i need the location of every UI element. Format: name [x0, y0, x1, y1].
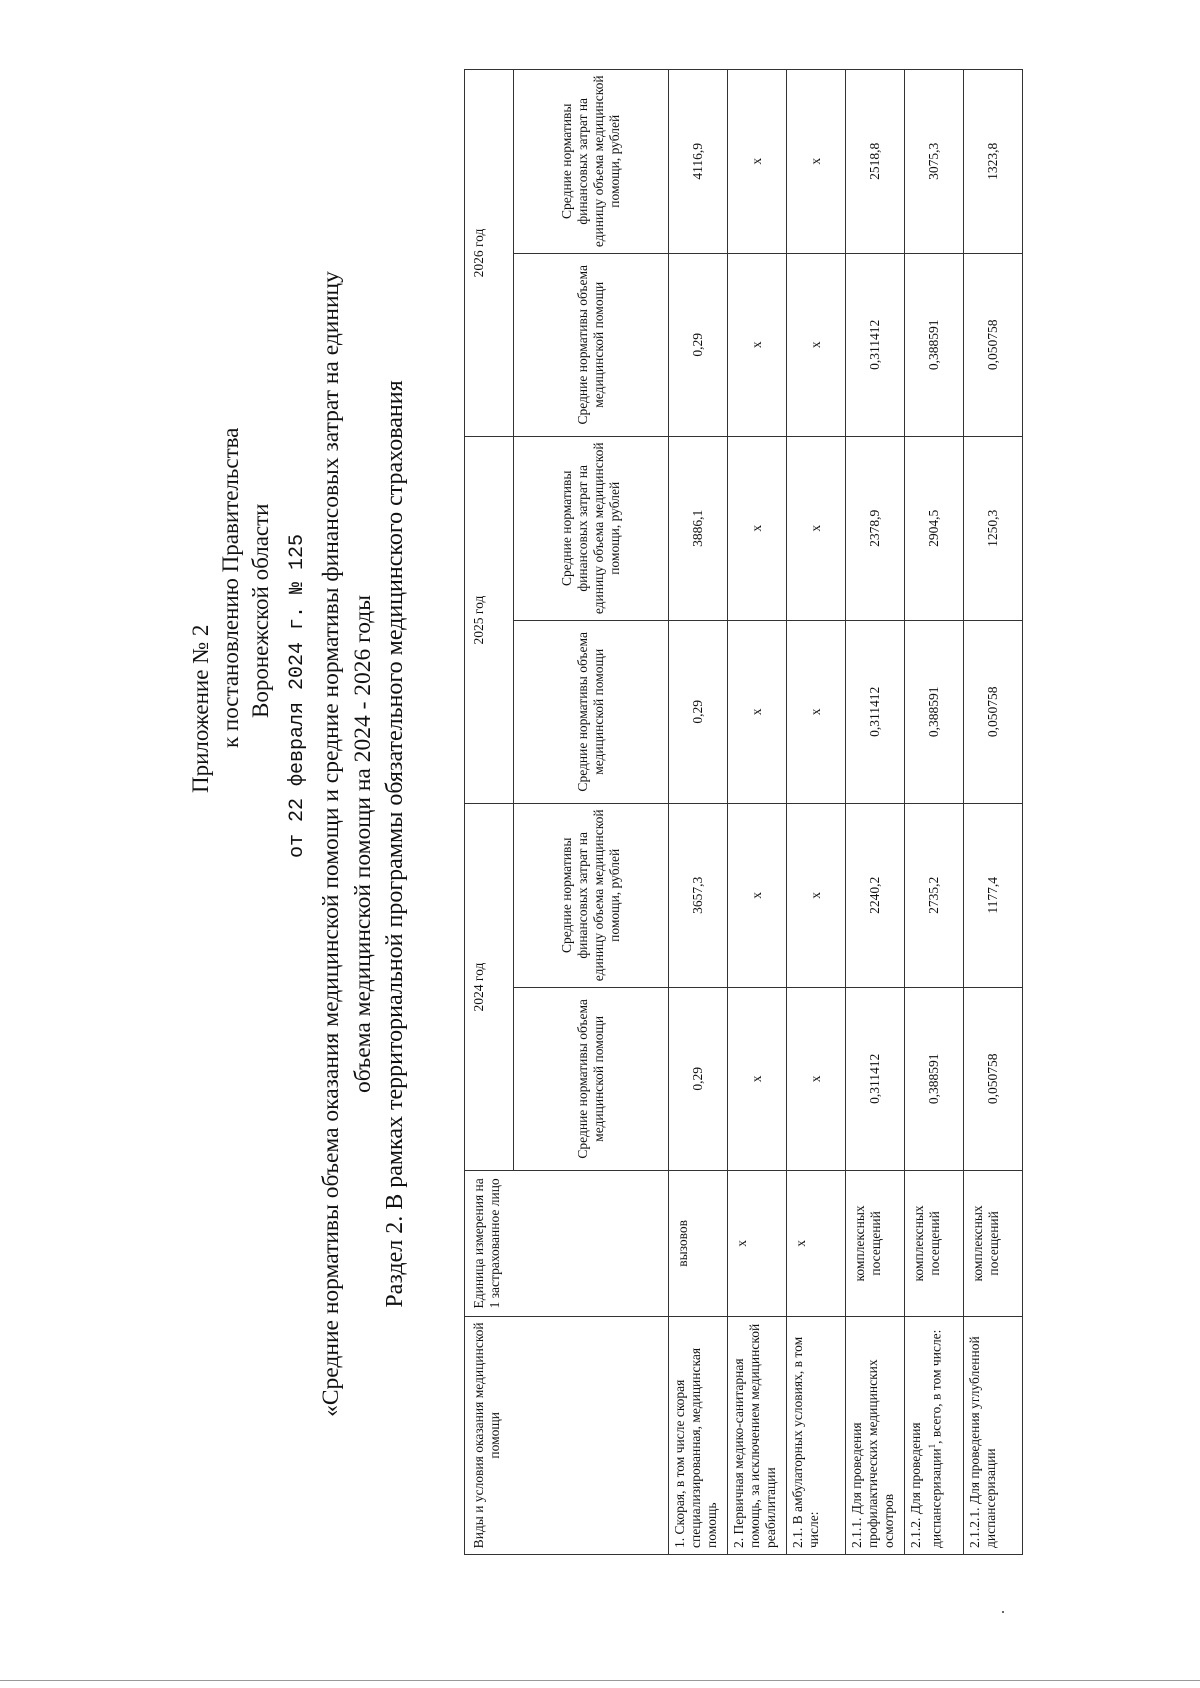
row-label: 2. Первичная медико-санитарная помощь, за исключением медицинской реабилитации: [728, 1316, 787, 1554]
table-row: [905, 70, 964, 1555]
table-row: [669, 70, 728, 1555]
cell-cost-2024: x: [787, 804, 846, 988]
row-label: 2.1.1. Для проведения профилактических медицинских осмотров: [846, 1316, 905, 1554]
cell-volume-2026: 0,29: [669, 253, 728, 437]
table-year-row: [465, 70, 514, 1555]
cell-cost-2025: x: [728, 437, 787, 621]
cell-cost-2026: x: [787, 70, 846, 254]
header-unit: Единица измерения на 1 застрахованное лицо: [465, 1171, 669, 1317]
cell-cost-2024: 3657,3: [669, 804, 728, 988]
header-cost-2024: Средние нормативы финансовых затрат на единицу объема медицинской помощи, рублей: [514, 804, 669, 988]
scan-speck: [1002, 1611, 1004, 1613]
header-kind: Виды и условия оказания медицинской помощи: [465, 1316, 669, 1554]
cell-volume-2024: 0,388591: [905, 987, 964, 1171]
cell-cost-2024: 1177,4: [964, 804, 1023, 988]
cell-cost-2026: 1323,8: [964, 70, 1023, 254]
row-unit: вызовов: [669, 1171, 728, 1317]
cell-cost-2026: x: [728, 70, 787, 254]
cell-volume-2025: 0,388591: [905, 620, 964, 804]
header-year-2024: 2024 год: [465, 804, 514, 1171]
cell-volume-2025: 0,29: [669, 620, 728, 804]
document-title: [315, 0, 379, 1688]
row-label-text: 2.1.2. Для проведения диспансеризации: [908, 1422, 944, 1548]
row-label: 1. Скорая, в том числе скорая специализированная, медицинская помощь: [669, 1316, 728, 1554]
cell-volume-2026: 0,050758: [964, 253, 1023, 437]
row-unit: комплексных посещений: [905, 1171, 964, 1317]
header-volume-2025: Средние нормативы объема медицинской помощи: [514, 620, 669, 804]
cell-volume-2025: 0,050758: [964, 620, 1023, 804]
cell-volume-2025: 0,311412: [846, 620, 905, 804]
cell-volume-2024: x: [728, 987, 787, 1171]
document-title-line2: объема медицинской помощи на 2024 - 2026 годы: [350, 594, 376, 1094]
cell-volume-2024: 0,29: [669, 987, 728, 1171]
cell-volume-2026: 0,311412: [846, 253, 905, 437]
row-label-tail: , всего, в том числе:: [928, 1329, 944, 1444]
cell-volume-2026: x: [787, 253, 846, 437]
row-label: [905, 1316, 964, 1554]
row-label: 2.1. В амбулаторных условиях, в том числе:: [787, 1316, 846, 1554]
header-cost-2026: Средние нормативы финансовых затрат на единицу объема медицинской помощи, рублей: [514, 70, 669, 254]
header-cost-2025: Средние нормативы финансовых затрат на единицу объема медицинской помощи, рублей: [514, 437, 669, 621]
decree-date: от 22 февраля 2024 г. № 125: [286, 533, 309, 858]
scan-edge-line: [0, 1680, 1200, 1681]
cell-cost-2024: x: [728, 804, 787, 988]
section-title: Раздел 2. В рамках территориальной программы обязательного медицинского страхования: [382, 380, 408, 1308]
document-title-line1: «Средние нормативы объема оказания медицинской помощи и средние нормативы финансовых затрат на единицу: [318, 271, 344, 1417]
header-year-2026: 2026 год: [465, 70, 514, 437]
cell-cost-2024: 2735,2: [905, 804, 964, 988]
cell-volume-2025: x: [728, 620, 787, 804]
header-volume-2024: Средние нормативы объема медицинской помощи: [514, 987, 669, 1171]
table-row: [787, 70, 846, 1555]
cell-cost-2026: 4116,9: [669, 70, 728, 254]
appendix-number: Приложение № 2: [188, 624, 213, 793]
table-row: [846, 70, 905, 1555]
cell-volume-2026: 0,388591: [905, 253, 964, 437]
cell-volume-2024: 0,311412: [846, 987, 905, 1171]
cell-cost-2024: 2240,2: [846, 804, 905, 988]
row-unit: комплексных посещений: [846, 1171, 905, 1317]
cell-cost-2026: 2518,8: [846, 70, 905, 254]
cell-cost-2025: 2378,9: [846, 437, 905, 621]
row-label: 2.1.2.1. Для проведения углубленной диспансеризации: [964, 1316, 1023, 1554]
appendix-region: Воронежской области: [248, 503, 273, 718]
appendix-decree: к постановлению Правительства: [218, 427, 243, 748]
cell-cost-2025: 3886,1: [669, 437, 728, 621]
cell-volume-2025: x: [787, 620, 846, 804]
cell-volume-2024: 0,050758: [964, 987, 1023, 1171]
header-year-2025: 2025 год: [465, 437, 514, 804]
table-row: [964, 70, 1023, 1555]
row-unit: комплексных посещений: [964, 1171, 1023, 1317]
table-row: [728, 70, 787, 1555]
cell-cost-2025: 1250,3: [964, 437, 1023, 621]
row-unit: x: [728, 1171, 787, 1317]
footnote-mark: 1: [927, 1443, 937, 1449]
row-unit: x: [787, 1171, 846, 1317]
norms-table: [464, 69, 1023, 1555]
appendix-header: [186, 93, 276, 793]
cell-volume-2024: x: [787, 987, 846, 1171]
cell-cost-2026: 3075,3: [905, 70, 964, 254]
cell-cost-2025: 2904,5: [905, 437, 964, 621]
header-volume-2026: Средние нормативы объема медицинской помощи: [514, 253, 669, 437]
cell-volume-2026: x: [728, 253, 787, 437]
cell-cost-2025: x: [787, 437, 846, 621]
